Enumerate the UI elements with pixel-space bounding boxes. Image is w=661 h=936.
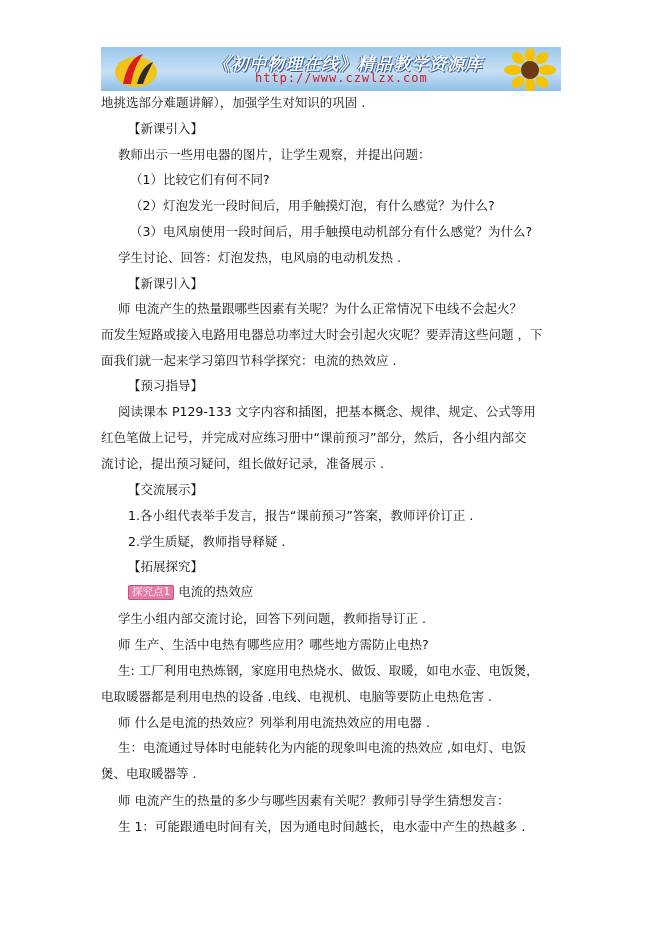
text-line: 生 1：可能跟通电时间有关，因为通电时间越长，电水壶中产生的热越多 . <box>118 819 526 834</box>
text-line: 而发生短路或接入电路用电器总功率过大时会引起火灾呢？要弄清这些问题 ，下 <box>101 327 543 342</box>
text-line: 师 电流产生的热量跟哪些因素有关呢？为什么正常情况下电线不会起火？ <box>118 301 522 316</box>
text-line: 师 生产、生活中电热有哪些应用？哪些地方需防止电热? <box>118 637 429 652</box>
text-line: 地挑选部分难题讲解），加强学生对知识的巩固 . <box>101 95 366 110</box>
section-heading: 【交流展示】 <box>128 482 204 497</box>
text-line: 流讨论，提出预习疑问，组长做好记录，准备展示 . <box>101 456 384 471</box>
text-line: 学生讨论、回答：灯泡发热，电风扇的电动机发热 . <box>118 250 401 265</box>
section-heading: 【新课引入】 <box>128 121 204 136</box>
text-line: 电取暖器都是利用电热的设备 .电线、电视机、电脑等要防止电热危害 . <box>101 689 492 704</box>
text-line: 师 什么是电流的热效应？列举利用电流热效应的用电器 . <box>118 715 430 730</box>
text-line: 电流的热效应 <box>178 584 254 599</box>
banner-url: http://www.czwlzx.com <box>255 71 428 85</box>
explore-point-badge: 探究点1 <box>128 585 174 600</box>
sunflower-icon <box>503 49 557 91</box>
text-line: 面我们就一起来学习第四节科学探究：电流的热效应 . <box>101 353 397 368</box>
text-line: （2）灯泡发光一段时间后，用手触摸灯泡，有什么感觉？为什么? <box>130 198 495 213</box>
site-logo <box>113 50 159 90</box>
section-heading: 【拓展探究】 <box>128 559 204 574</box>
text-line: 2.学生质疑，教师指导释疑 . <box>128 534 286 549</box>
text-line: （1）比较它们有何不同? <box>130 172 270 187</box>
text-line: （3）电风扇使用一段时间后，用手触摸电动机部分有什么感觉？为什么? <box>130 224 533 239</box>
text-line: 教师出示一些用电器的图片，让学生观察，并提出问题： <box>118 147 431 162</box>
header-banner <box>101 47 561 91</box>
section-heading: 【预习指导】 <box>128 378 204 393</box>
explore-point-line <box>128 584 253 600</box>
text-line: 阅读课本 P129-133 文字内容和插图，把基本概念、规律、规定、公式等用 <box>118 404 536 419</box>
text-line: 红色笔做上记号，并完成对应练习册中“课前预习”部分，然后，各小组内部交 <box>101 430 527 445</box>
section-heading: 【新课引入】 <box>128 276 204 291</box>
text-line: 生: 工厂利用电热炼钢，家庭用电热烧水、做饭、取暖，如电水壶、电饭煲， <box>118 663 539 678</box>
text-line: 师 电流产生的热量的多少与哪些因素有关呢？教师引导学生猜想发言： <box>118 793 510 808</box>
text-line: 生：电流通过导体时电能转化为内能的现象叫电流的热效应 ,如电灯、电饭 <box>118 740 526 755</box>
text-line: 1.各小组代表举手发言，报告“课前预习”答案，教师评价订正 . <box>128 508 474 523</box>
banner-title: 《初中物理在线》精品教学资源库 <box>213 55 483 75</box>
text-line: 煲、电取暖器等 . <box>101 766 197 781</box>
text-line: 学生小组内部交流讨论，回答下列问题，教师指导订正 . <box>118 611 426 626</box>
